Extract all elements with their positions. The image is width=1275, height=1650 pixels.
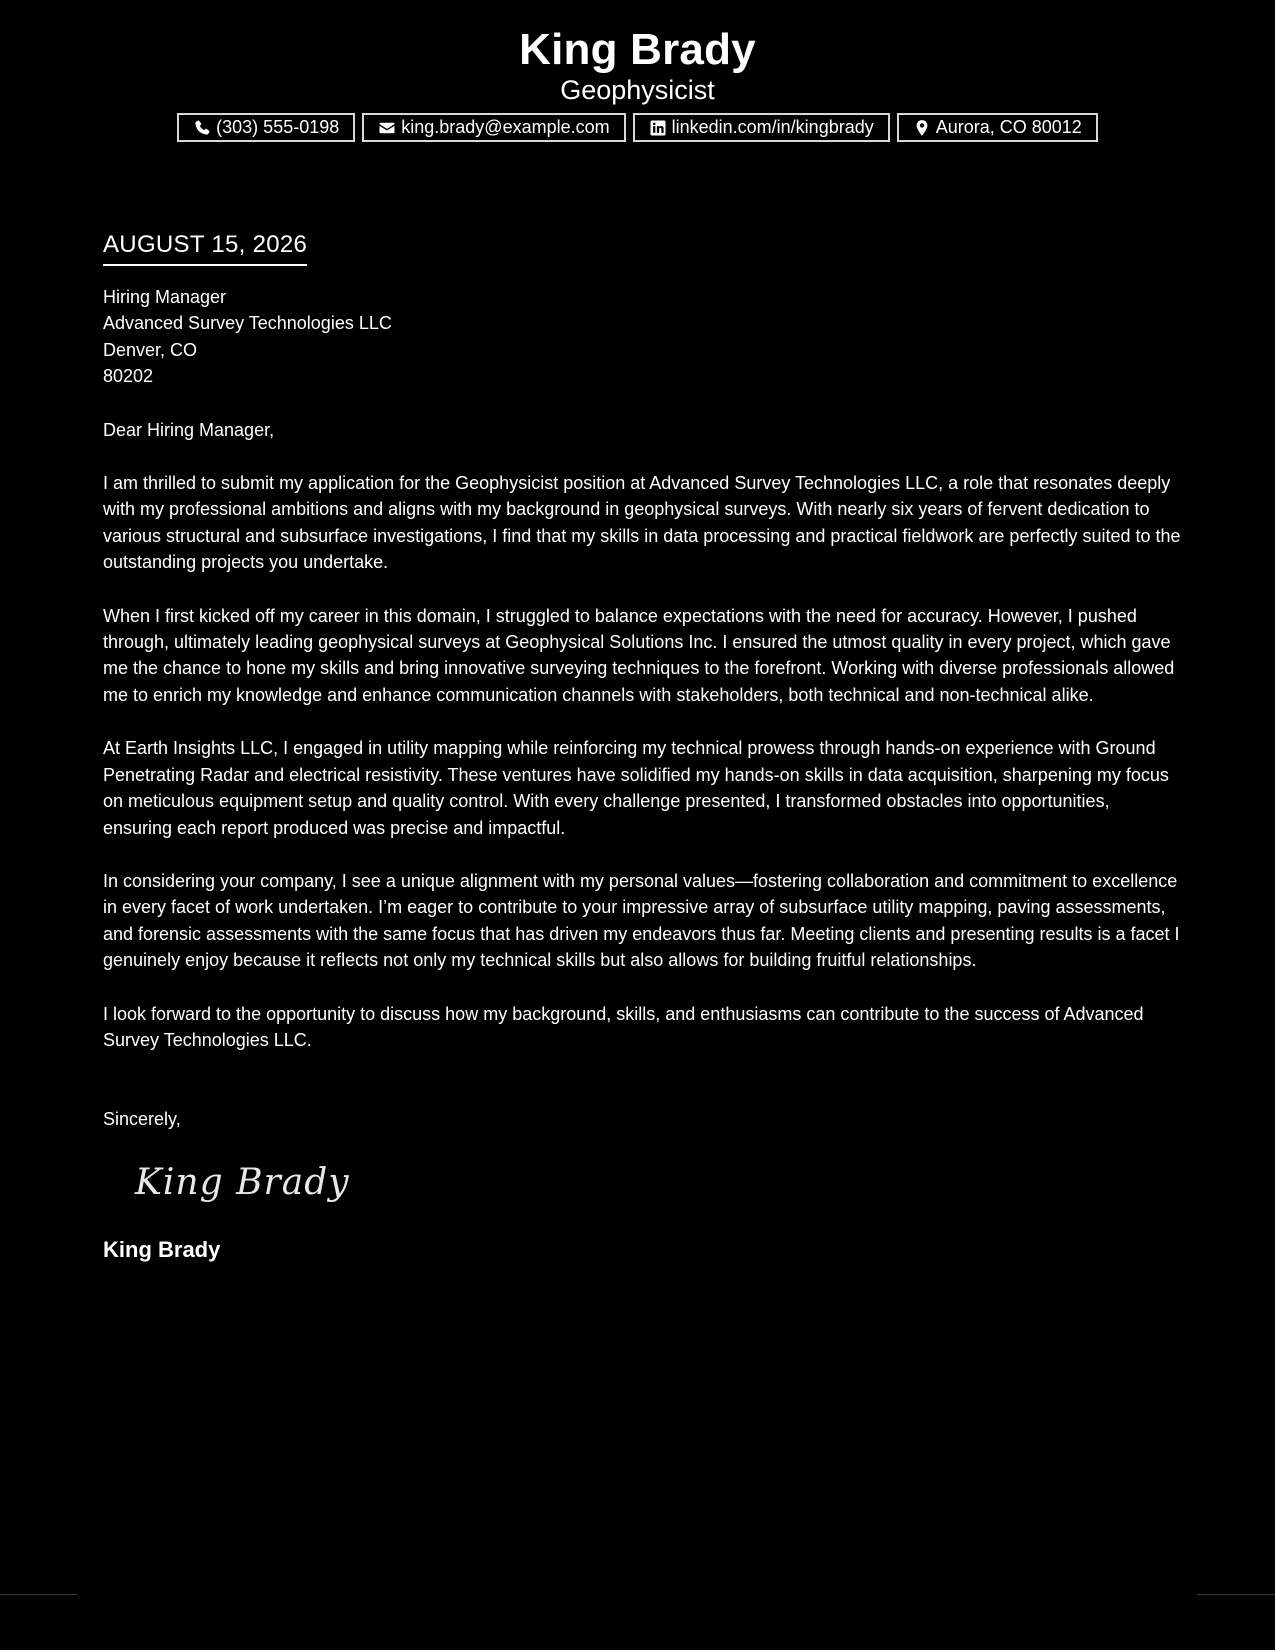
body-paragraph: In considering your company, I see a unique alignment with my personal values—fostering collaboration and commitment to excellence in every facet of work undertaken. I’m eager to contribute to your impressive array of subsurface utility mapping, paving assessments, and forensic assessments with the same focus that has driven my endeavors thus far. Meeting clients and presenting results is a facet I genuinely enjoy because it reflects not only my technical skills but also allows for building fruitful relationships. xyxy=(103,870,1180,971)
signer-name: King Brady xyxy=(103,1236,221,1262)
contact-linkedin[interactable] xyxy=(633,113,890,142)
footer-divider xyxy=(1197,1594,1275,1595)
footer-divider xyxy=(0,1594,77,1595)
letter-body xyxy=(103,228,1183,1265)
contact-bar xyxy=(0,113,1275,142)
recipient-block xyxy=(103,284,1183,390)
contact-phone-text: (303) 555-0198 xyxy=(216,117,340,137)
signature: King Brady xyxy=(135,1161,350,1203)
linkedin-icon xyxy=(649,119,667,137)
envelope-icon xyxy=(378,119,396,137)
body-paragraph: I am thrilled to submit my application for the Geophysicist position at Advanced Survey Technologies LLC, a role that resonates deeply with my professional ambitions and aligns with my background in geophysical surveys. With nearly six years of fervent dedication to various structural and subsurface investigations, I find that my skills in data processing and practical fieldwork are perfectly suited to the outstanding projects you undertake. xyxy=(103,473,1181,573)
letter-date: AUGUST 15, 2026 xyxy=(103,228,307,266)
body-paragraph: I look forward to the opportunity to discuss how my background, skills, and enthusiasms can contribute to the success of Advanced Survey Technologies LLC. xyxy=(103,1003,1144,1050)
contact-email-text: king.brady@example.com xyxy=(401,117,610,137)
contact-phone[interactable] xyxy=(177,113,355,142)
contact-location-text: Aurora, CO 80012 xyxy=(935,117,1082,137)
applicant-title: Geophysicist xyxy=(560,75,715,105)
contact-email[interactable] xyxy=(362,113,625,142)
recipient-line: Hiring Manager xyxy=(103,287,227,307)
closing: Sincerely, xyxy=(103,1109,181,1130)
recipient-line: Denver, CO xyxy=(103,339,198,360)
recipient-line: Advanced Survey Technologies LLC xyxy=(103,313,392,334)
phone-icon xyxy=(193,119,211,137)
map-marker-icon xyxy=(913,119,931,137)
body-paragraph: At Earth Insights LLC, I engaged in utility mapping while reinforcing my technical prowess through hands-on experience with Ground Penetrating Radar and electrical resistivity. These ventures have solidified my hands-on skills in data acquisition, sharpening my focus on meticulous equipment setup and quality control. With every challenge presented, I transformed obstacles into opportunities, ensuring each report produced was precise and impactful. xyxy=(103,738,1169,838)
contact-linkedin-text: linkedin.com/in/kingbrady xyxy=(671,117,874,137)
salutation: Dear Hiring Manager, xyxy=(103,419,275,440)
recipient-line: 80202 xyxy=(103,366,154,387)
contact-location[interactable] xyxy=(897,113,1098,142)
body-paragraph: When I first kicked off my career in this domain, I struggled to balance expectations with the need for accuracy. However, I pushed through, ultimately leading geophysical surveys at Geophysical Solutions Inc. I ensured the utmost quality in every project, which gave me the chance to hone my skills and bring innovative surveying techniques to the forefront. Working with diverse professionals allowed me to enrich my knowledge and enhance communication channels with stakeholders, both technical and non-technical alike. xyxy=(103,605,1175,705)
applicant-name: King Brady xyxy=(519,25,756,74)
